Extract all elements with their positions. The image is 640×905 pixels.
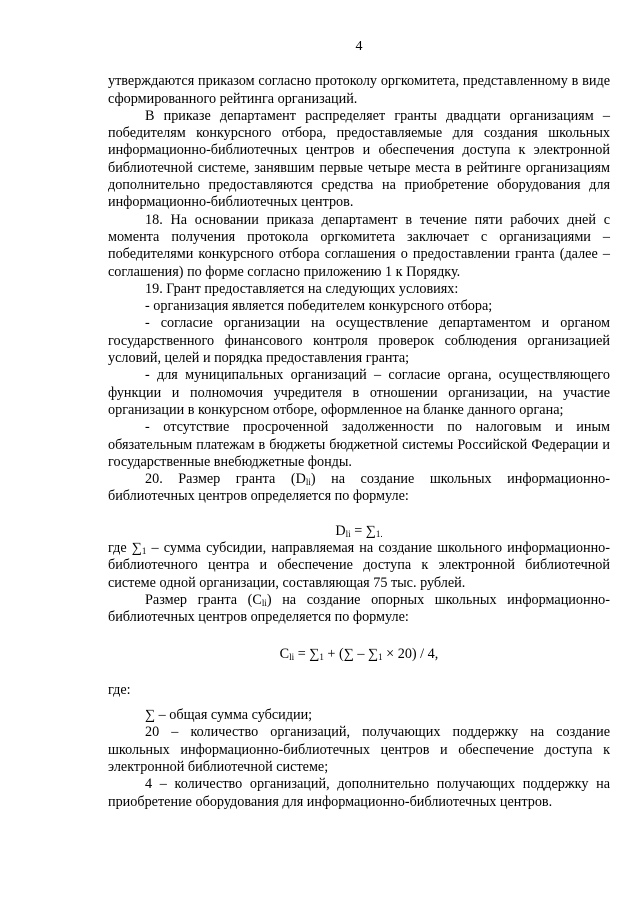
paragraph-item-20: 20. Размер гранта $(D_{li})$ на создание школьных информационно-библиотечных центров определяется по формуле:: [108, 471, 610, 505]
definition-20: 20 – количество организаций, получающих поддержку на создание школьных информационно-библиотечных центров и обеспечение доступа к электронной библиотечной системе;: [108, 724, 610, 775]
formula-c: $C_{li} = \sum_1$ + (∑ – $\sum_1 \times 20) / 4$,: [279, 645, 439, 662]
paragraph-item-18: 18. На основании приказа департамент в течение пяти рабочих дней с момента получения протокола оргкомитета заключает с организациями – победителями конкурсного отбора соглашения о предоставлении гранта (далее – соглашения) по форме согласно приложению 1 к Порядку.: [108, 211, 610, 280]
condition-municipal-consent: - для муниципальных организаций – согласие органа, осуществляющего функции и полномочия учредителя в отношении организации, на участие организации в конкурсном отборе, оформленное на бланке данного органа;: [108, 367, 610, 418]
paragraph-grant-distribution: В приказе департамент распределяет гранты двадцати организациям – победителям конкурсного отбора, предоставляемые для создания школьных информационно-библиотечных центров и обеспечения доступа к электронной библиотечной системе, занявшим первые четыре места в рейтинге организациям дополнительно предоставляются средства на приобретение оборудования для информационно-библиотечных центров.: [108, 107, 610, 211]
formula-d: $D_{li} = \sum_{1.}$: [335, 522, 383, 539]
paragraph-sum-definition: где $\sum_1$ – сумма субсидии, направляемая на создание школьного информационно-библиотечного центра и обеспечение доступа к электронной библиотечной системе одной организации, составляющая 75 тыс. рублей.: [108, 540, 610, 591]
condition-no-debt: - отсутствие просроченной задолженности по налоговым и иным обязательным платежам в бюджеты бюджетной системы Российской Федерации и государственные внебюджетные фонды.: [108, 419, 610, 470]
paragraph-approval: утверждаются приказом согласно протоколу оргкомитета, представленному в виде сформированного рейтинга организаций.: [108, 73, 610, 107]
paragraph-where: где:: [108, 681, 131, 698]
document-page: [108, 38, 610, 811]
condition-consent-control: - согласие организации на осуществление департаментом и органом государственного финансового контроля проверок соблюдения организацией условий, целей и порядка предоставления гранта;: [108, 315, 610, 367]
paragraph-item-19: 19. Грант предоставляется на следующих условиях:: [145, 280, 459, 297]
definition-total-sum: ∑ – общая сумма субсидии;: [145, 707, 313, 724]
definition-4: 4 – количество организаций, дополнительно получающих поддержку на приобретение оборудования для информационно-библиотечных центров.: [108, 776, 610, 810]
condition-winner: - организация является победителем конкурсного отбора;: [145, 298, 493, 315]
paragraph-grant-c: Размер гранта $(C_{li})$ на создание опорных школьных информационно-библиотечных центров определяется по формуле:: [108, 591, 610, 626]
page-number: 4: [355, 39, 363, 54]
spacer: [108, 699, 610, 707]
